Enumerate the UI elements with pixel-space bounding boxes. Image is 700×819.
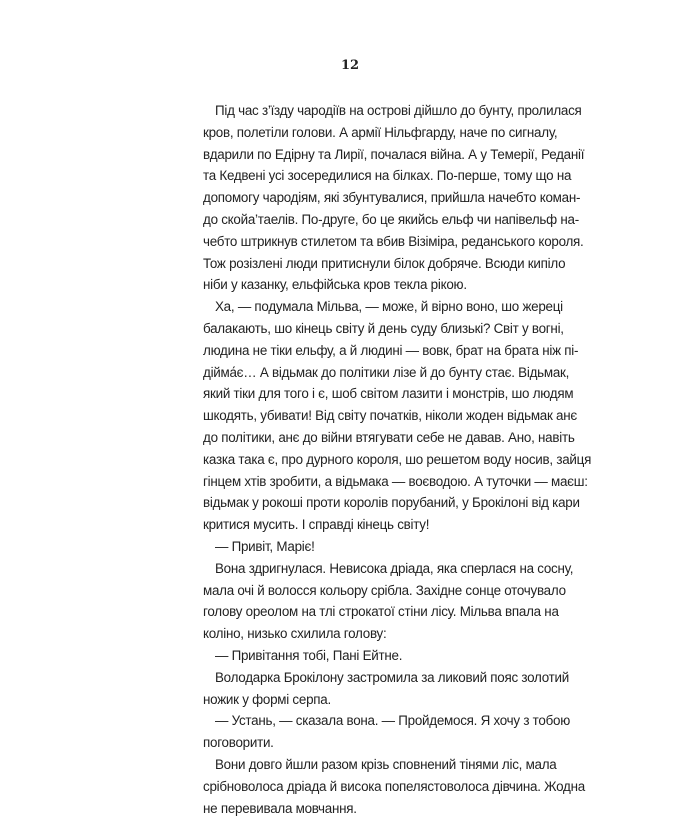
text-line: дійма́є… А відьмак до політики лізе й до бунту стає. Відьмак, [203,362,536,384]
text-line: людина не тіки ельфу, а й людині — вовк, брат на брата ніж пі- [203,340,536,362]
text-line: Тож розізлені люди притиснули білок добряче. Всюди кипіло [203,253,536,275]
text-line: Під час з’їзду чародіїв на острові дійшло до бунту, пролилася [203,100,536,122]
text-line: вдарили по Едірну та Лирії, почалася війна. А у Темерії, Реданії [203,144,536,166]
text-line: до скойа’таелів. По-друге, бо це якийсь ельф чи напівельф на- [203,209,536,231]
text-line: шкодять, убивати! Від світу початків, ніколи жоден відьмак анє [203,405,536,427]
text-line: чебто штрикнув стилетом та вбив Візіміра, реданського короля. [203,231,536,253]
text-line: до політики, анє до війни втягувати себе не давав. Ано, навіть [203,427,536,449]
text-line: Вони довго йшли разом крізь сповнений тінями ліс, мала [203,754,536,776]
text-line: коліно, низько схилила голову: [203,623,536,645]
page-number: 12 [0,58,700,73]
text-line: та Кедвені усі зосередилися на білках. По-перше, тому що на [203,165,536,187]
text-line: — Привіт, Маріє! [203,536,536,558]
text-line: ніби у казанку, ельфійська кров текла рікою. [203,274,536,296]
text-line: допомогу чародіям, які збунтувалися, прийшла начебто коман- [203,187,536,209]
text-line: критися мусить. І справді кінець світу! [203,514,536,536]
text-line: Ха, — подумала Мільва, — може, й вірно воно, шо жереці [203,296,536,318]
text-line: балакають, шо кінець світу й день суду близькі? Світ у вогні, [203,318,536,340]
text-line: мала очі й волосся кольору срібла. Західне сонце оточувало [203,580,536,602]
text-line: гінцем хтів зробити, а відьмака — воєводою. А туточки — маєш: [203,471,536,493]
text-line: Вона здригнулася. Невисока дріада, яка сперлася на сосну, [203,558,536,580]
text-line: ножик у формі серпа. [203,689,536,711]
text-line: голову ореолом на тлі строкатої стіни лісу. Мільва впала на [203,601,536,623]
text-line: Володарка Брокілону застромила за ликовий пояс золотий [203,667,536,689]
text-line: — Привітання тобі, Пані Ейтне. [203,645,536,667]
text-line: — Устань, — сказала вона. — Пройдемося. Я хочу з тобою [203,710,536,732]
text-line: казка така є, про дурного короля, шо решетом воду носив, зайця [203,449,536,471]
text-line: відьмак у рокоші проти королів порубаний, у Брокілоні від кари [203,492,536,514]
body-text [203,100,536,819]
text-line: кров, полетіли голови. А армії Нільфгарду, наче по сигналу, [203,122,536,144]
text-line: який тіки для того і є, шоб світом лазити і монстрів, шо людям [203,383,536,405]
text-line: поговорити. [203,732,536,754]
text-line: не перевивала мовчання. [203,798,536,819]
text-line: срібноволоса дріада й висока попелястоволоса дівчина. Жодна [203,776,536,798]
